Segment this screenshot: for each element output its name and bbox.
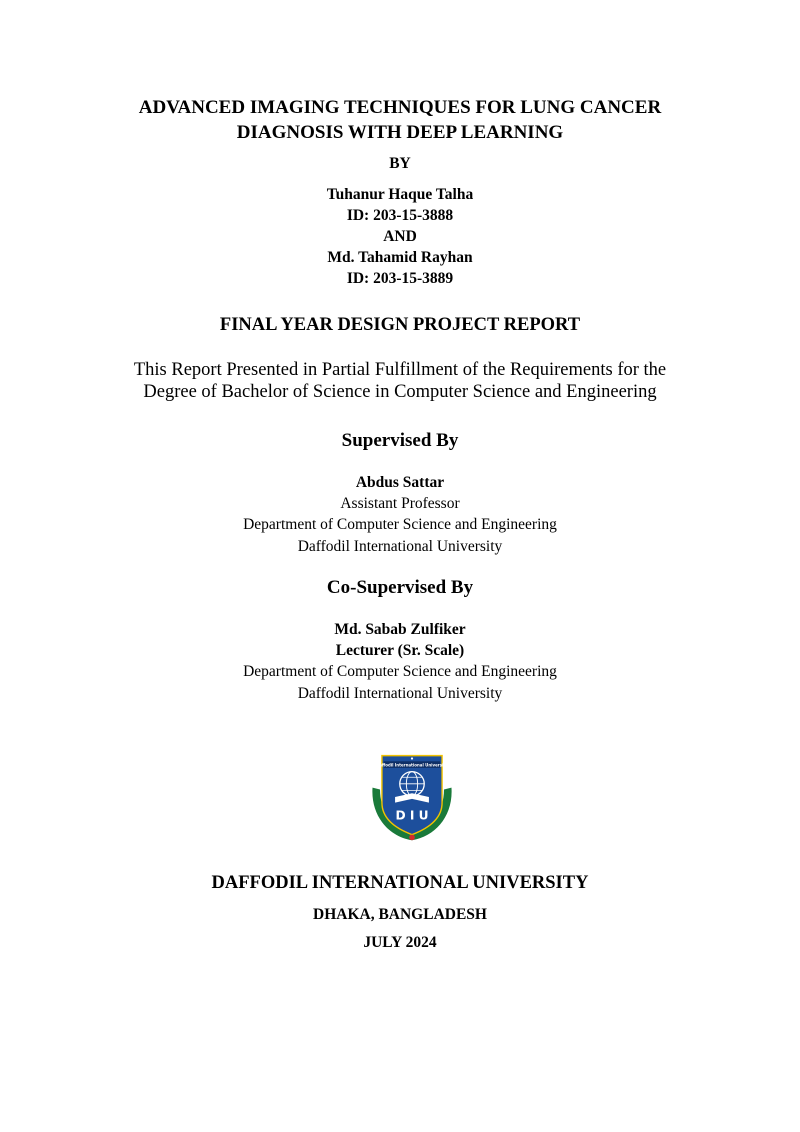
supervisor-designation: Assistant Professor: [340, 495, 460, 512]
statement-line-1: This Report Presented in Partial Fulfillment of the Requirements for the: [133, 360, 667, 380]
supervisor-department: Department of Computer Science and Engineering: [243, 516, 557, 533]
report-title-line-1: ADVANCED IMAGING TECHNIQUES FOR LUNG CANCER: [138, 97, 662, 118]
by-label: BY: [389, 155, 411, 172]
co-supervisor-designation: Lecturer (Sr. Scale): [335, 642, 465, 659]
footer-university: DAFFODIL INTERNATIONAL UNIVERSITY: [211, 873, 589, 893]
logo-letters: D I U: [395, 808, 429, 823]
co-supervisor-heading: Co-Supervised By: [326, 577, 474, 598]
supervisor-name: Abdus Sattar: [355, 474, 445, 491]
footer-location: DHAKA, BANGLADESH: [313, 906, 487, 923]
footer-date: JULY 2024: [363, 934, 437, 951]
supervisor-university: Daffodil International University: [297, 538, 503, 555]
author-1-id: ID: 203-15-3888: [346, 207, 454, 224]
logo-banner-text: Daffodil International University: [376, 762, 448, 768]
statement-line-2: Degree of Bachelor of Science in Computer Science and Engineering: [143, 382, 657, 402]
supervisor-heading: Supervised By: [341, 430, 459, 451]
report-title-line-2: DIAGNOSIS WITH DEEP LEARNING: [236, 122, 564, 143]
co-supervisor-department: Department of Computer Science and Engineering: [243, 663, 557, 680]
co-supervisor-university: Daffodil International University: [297, 685, 503, 702]
logo-red-dot: [409, 835, 415, 841]
author-2-id: ID: 203-15-3889: [346, 270, 454, 287]
author-2-name: Md. Tahamid Rayhan: [327, 249, 473, 266]
author-1-name: Tuhanur Haque Talha: [326, 186, 474, 203]
logo-star: [411, 757, 413, 759]
and-label: AND: [383, 228, 417, 245]
co-supervisor-name: Md. Sabab Zulfiker: [334, 621, 466, 638]
report-type: FINAL YEAR DESIGN PROJECT REPORT: [219, 315, 581, 335]
university-logo: [365, 750, 459, 844]
